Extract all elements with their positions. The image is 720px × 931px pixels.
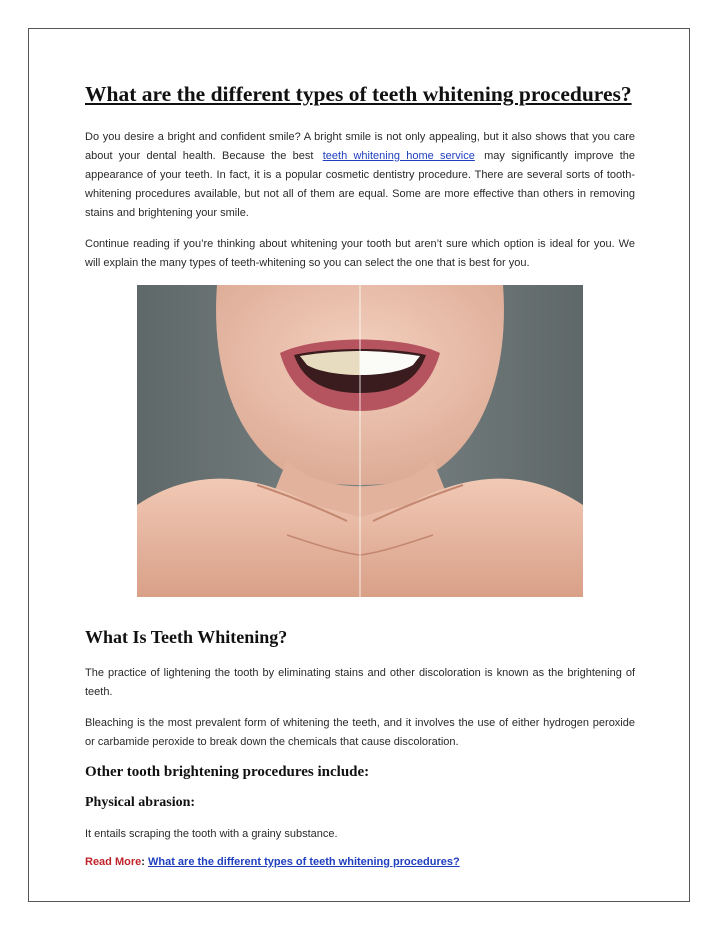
subsection-heading-physical-abrasion: Physical abrasion:: [85, 794, 196, 810]
read-more-link[interactable]: What are the different types of teeth whitening procedures?: [147, 855, 460, 868]
section1-paragraph-2: Bleaching is the most prevalent form of whitening the teeth, and it involves the use of either hydrogen peroxide or carbamide peroxide to break down the chemicals that cause discoloration.: [85, 716, 635, 748]
read-more-label: Read More: [85, 855, 142, 868]
article-title: What are the different types of teeth whitening procedures?: [85, 82, 632, 106]
subsection-paragraph: It entails scraping the tooth with a grainy substance.: [85, 827, 338, 840]
section-heading-other-procedures: Other tooth brightening procedures include:: [85, 763, 370, 780]
section1-paragraph-1: The practice of lightening the tooth by eliminating stains and other discoloration is known as the brightening of teeth.: [85, 666, 635, 698]
intro-text-after-link: may significantly improve the appearance of your teeth. In fact, it is a popular cosmetic dentistry procedure. There are several sorts of tooth-whitening procedures available, but not all of them are equal. Some are more effective than others in removing stains and brightening your smile.: [85, 149, 636, 219]
intro-text-before-link: Do you desire a bright and confident smile? A bright smile is not only appealing, but it also shows that you care about your dental health. Because the best: [85, 130, 635, 162]
article: [85, 82, 635, 868]
read-more-separator: :: [141, 855, 145, 868]
smile-comparison-photo: [137, 285, 583, 597]
intro-paragraph-2: Continue reading if you’re thinking about whitening your tooth but aren’t sure which option is ideal for you. We will explain the many types of teeth-whitening so you can select the one that is best for you.: [85, 237, 635, 269]
smile-illustration: [137, 285, 583, 597]
section-heading-what-is-teeth-whitening: What Is Teeth Whitening?: [85, 626, 288, 647]
intro-paragraph-1: [85, 128, 635, 223]
read-more-line: [85, 856, 635, 868]
teeth-whitening-home-service-link[interactable]: teeth whitening home service: [322, 149, 475, 162]
